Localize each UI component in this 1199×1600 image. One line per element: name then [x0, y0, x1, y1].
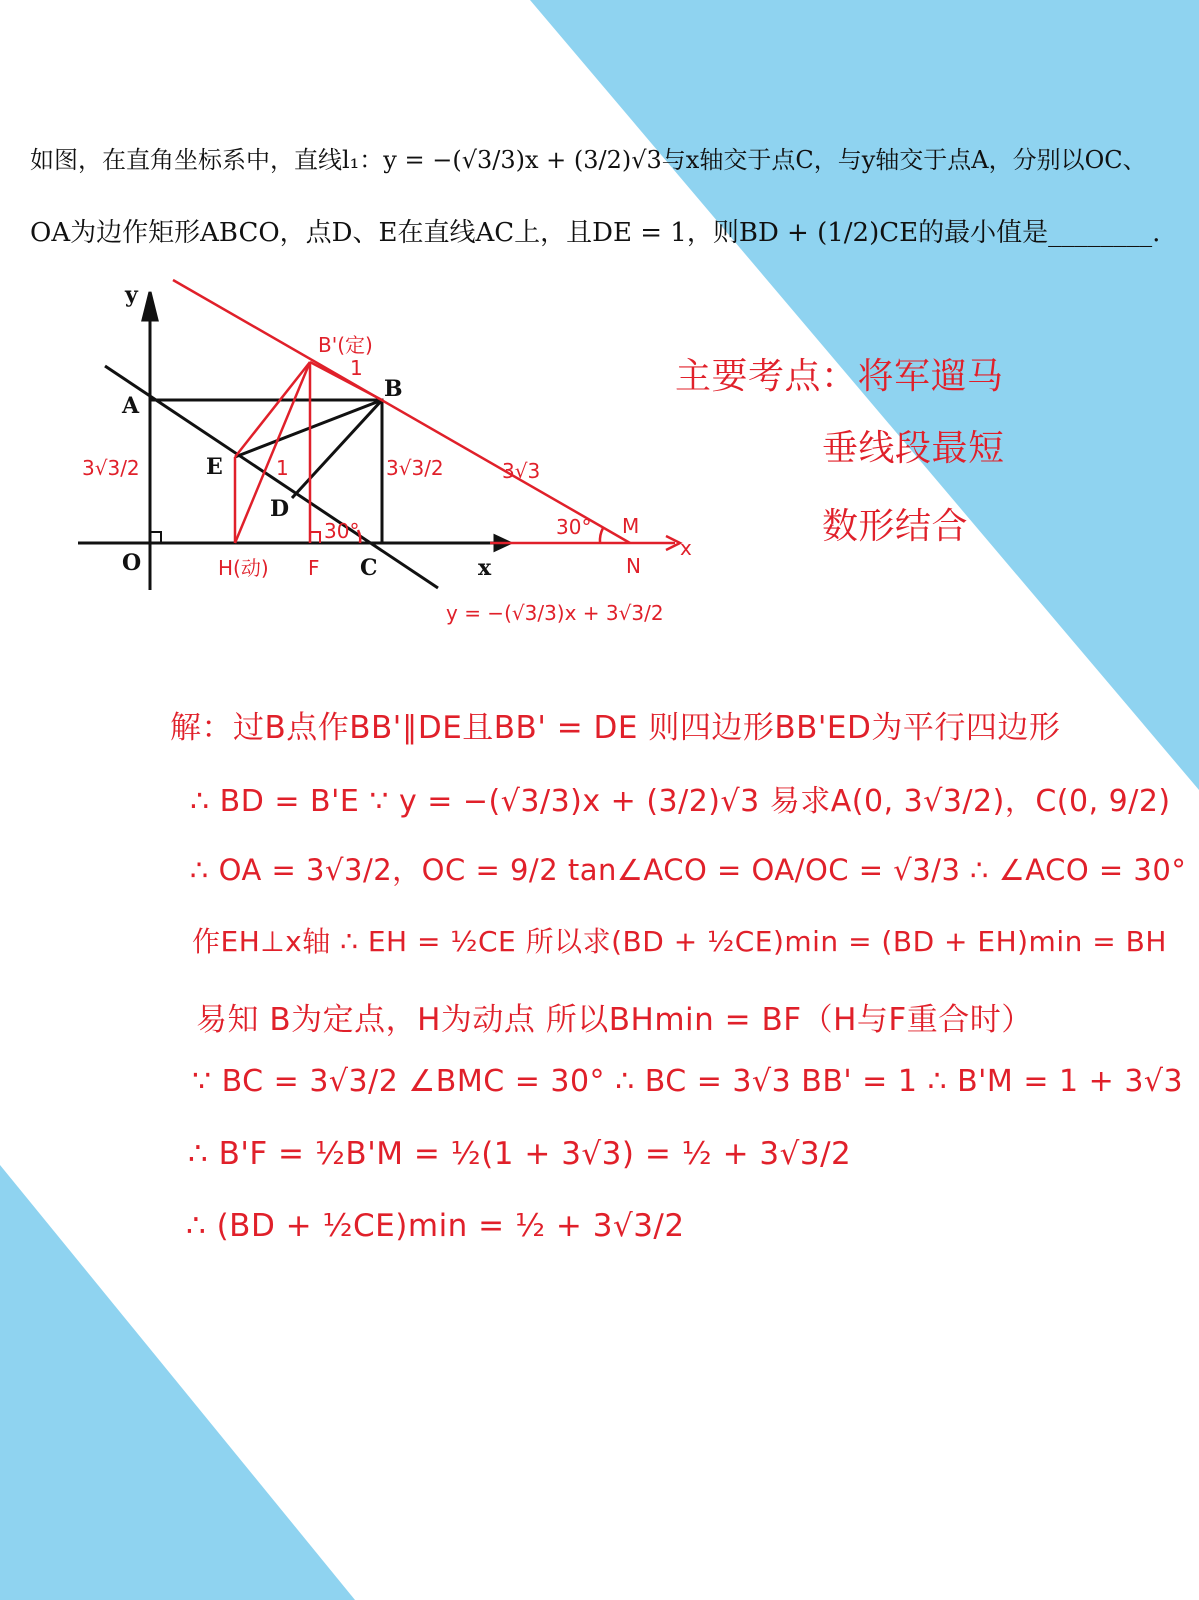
bb-prime-length: 1: [350, 356, 363, 380]
point-d-label: D: [270, 496, 290, 522]
key-points-label: 主要考点：将军遛马: [675, 356, 1004, 397]
angle-c-label: 30°: [324, 519, 360, 543]
y-axis-arrow: [143, 292, 157, 320]
solution-line-1: 解：过B点作BB'∥DE且BB' = DE 则四边形BB'ED为平行四边形: [170, 710, 1061, 746]
point-h-label: H(动): [218, 556, 269, 580]
point-a-label: A: [122, 393, 140, 419]
geometry-diagram: [70, 270, 750, 670]
solution-line-4: 作EH⊥x轴 ∴ EH = ½CE 所以求(BD + ½CE)min = (BD + EH)min = BH: [192, 925, 1167, 958]
x-axis-red-label: x: [680, 536, 692, 560]
de-length: 1: [276, 456, 289, 480]
point-m-label: M: [622, 514, 640, 538]
question-line-2: OA为边作矩形ABCO，点D、E在直线AC上，且DE = 1，则BD + (1/2)CE的最小值是________.: [30, 218, 1161, 248]
segment-b-prime-b: [310, 362, 382, 400]
angle-m-label: 30°: [556, 515, 592, 539]
key-point-shortest-perpendicular: 垂线段最短: [822, 428, 1005, 469]
x-axis-label: x: [478, 555, 492, 581]
point-e-label: E: [206, 454, 223, 480]
point-b-prime-label: B'(定): [318, 333, 373, 357]
right-angle-mark: [150, 532, 161, 543]
bc-length: 3√3/2: [386, 456, 444, 480]
solution-line-8: ∴ (BD + ½CE)min = ½ + 3√3/2: [186, 1208, 685, 1244]
solution-line-5: 易知 B为定点，H为动点 所以BHmin = BF（H与F重合时）: [196, 1002, 1033, 1038]
point-f-label: F: [308, 556, 320, 580]
question-line-1: 如图，在直角坐标系中，直线l₁：y = −(√3/3)x + (3/2)√3与x轴交于点C，与y轴交于点A，分别以OC、: [30, 146, 1147, 174]
segment-bd: [292, 400, 382, 498]
angle-arc-m: [600, 528, 603, 543]
point-b-label: B: [384, 376, 403, 402]
f-right-angle-mark: [310, 532, 320, 543]
oa-length: 3√3/2: [82, 456, 140, 480]
key-point-number-shape: 数形结合: [822, 506, 969, 547]
solution-line-6: ∵ BC = 3√3/2 ∠BMC = 30° ∴ BC = 3√3 BB' = 1 ∴ B'M = 1 + 3√3: [192, 1064, 1184, 1099]
line-equation: y = −(√3/3)x + 3√3/2: [446, 601, 664, 625]
point-n-label: N: [626, 554, 641, 578]
point-o-label: O: [122, 550, 142, 576]
solution-line-7: ∴ B'F = ½B'M = ½(1 + 3√3) = ½ + 3√3/2: [188, 1136, 852, 1172]
point-c-label: C: [360, 555, 378, 581]
y-axis-label: y: [125, 282, 138, 308]
solution-line-2: ∴ BD = B'E ∵ y = −(√3/3)x + (3/2)√3 易求A(0, 3√3/2)，C(0, 9/2): [190, 784, 1171, 819]
solution-line-3: ∴ OA = 3√3/2，OC = 9/2 tan∠ACO = OA/OC = √3/3 ∴ ∠ACO = 30°: [190, 853, 1187, 887]
bm-length: 3√3: [502, 459, 541, 483]
line-b-prime-m: [173, 280, 630, 543]
